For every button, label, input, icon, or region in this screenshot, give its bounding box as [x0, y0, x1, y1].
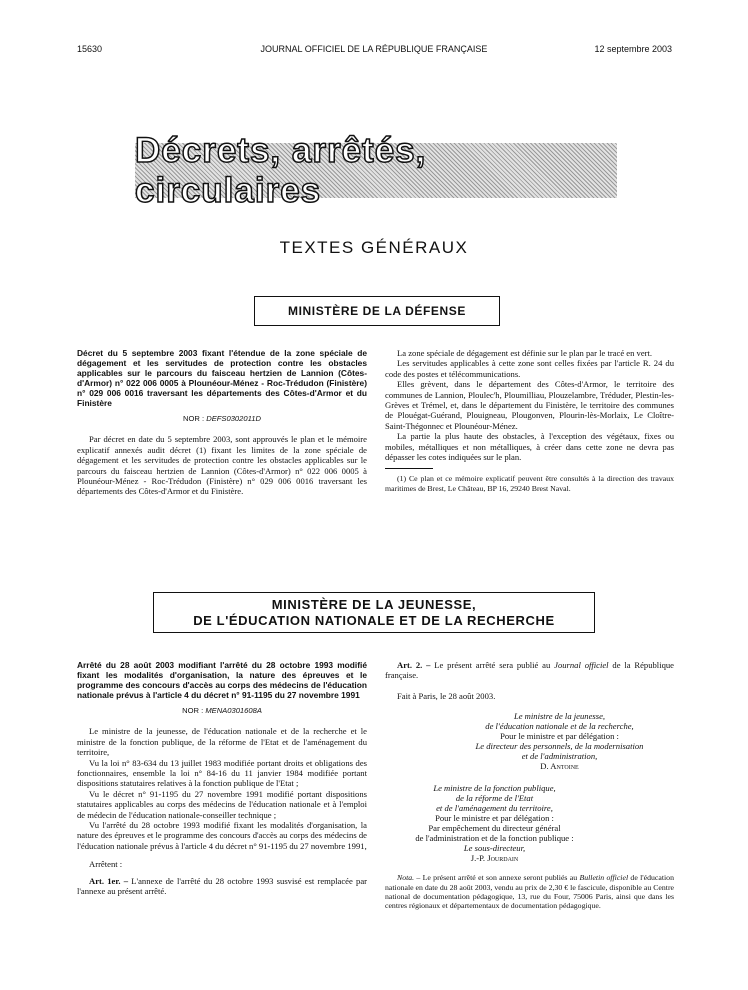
signature-block-1	[385, 711, 674, 771]
decree2-nor	[77, 706, 367, 716]
article2-italic: Journal officiel	[554, 660, 609, 670]
decree1-paragraph: Elles grèvent, dans le département des Côtes-d'Armor, le territoire des communes de Lannion, Ploulec'h, Ploumilliau, Plouzelambre, Tréduder, Plestin-les-Grèves et Trémel, et, dans le département du Finistère, le territoire des communes de Plouégat-Guérand, Plouigneau, Plougonven, Plourin-lès-Morlaix, Le Cloître-Saint-Thégonnec et Plounéour-Ménez.	[385, 379, 674, 431]
ministry-education-line1: MINISTÈRE DE LA JEUNESSE,	[271, 597, 477, 612]
article2-text: Le présent arrêté sera publié au	[430, 660, 555, 670]
sig1-line: de l'éducation nationale et de la recherche,	[485, 721, 634, 732]
note-label: Nota. –	[397, 873, 421, 883]
sig1-line: Pour le ministre et par délégation :	[500, 731, 619, 742]
section-title: TEXTES GÉNÉRAUX	[279, 238, 469, 257]
decree2-article2	[385, 660, 674, 681]
sig2-line: de l'administration et de la fonction publique :	[415, 833, 574, 844]
article1-label: Art. 1er. –	[89, 875, 129, 886]
decree2-paragraph: Vu le décret n° 91-1195 du 27 novembre 1991 modifié portant dispositions statutaires applicables au corps des médecins de l'éducation nationale et à l'emploi de médecin de l'éducation nationale-conseiller technique ;	[77, 788, 367, 820]
decree2-title: Arrêté du 28 août 2003 modifiant l'arrêté du 28 octobre 1993 modifié fixant les modalités d'organisation, la nature des épreuves et le programme des concours d'accès au corps des médecins de l'éducation nationale prévus à l'article 4 du décret n° 91-1195 du 27 novembre 1991	[77, 660, 367, 700]
decree2-paragraph: Vu la loi n° 83-634 du 13 juillet 1983 modifiée portant droits et obligations des fonctionnaires, ensemble la loi n° 84-16 du 11 janvier 1984 modifiée portant dispositions statutaires relatives à la fonction publique de l'Etat ;	[77, 757, 367, 789]
ministry-education-box	[153, 592, 595, 633]
decree2-left-column	[77, 660, 367, 897]
rubric-banner-text: Décrets, arrêtés, circulaires	[135, 130, 427, 210]
rubric-banner	[135, 130, 617, 210]
sig2-line: de la réforme de l'Etat	[455, 793, 534, 804]
sig2-line: Le sous-directeur,	[463, 843, 526, 854]
journal-title: JOURNAL OFFICIEL DE LA RÉPUBLIQUE FRANÇAISE	[260, 44, 488, 54]
decree2-paragraph: Le ministre de la jeunesse, de l'éducation nationale et de la recherche et le ministre de la fonction publique, de la réforme de l'Etat et de l'aménagement du territoire,	[77, 726, 367, 758]
footnote-divider	[385, 468, 433, 469]
sig1-line: et de l'administration,	[521, 751, 598, 762]
article1-text: L'annexe de l'arrêté du 28 octobre 1993 susvisé est remplacée par l'annexe au présent arrêté.	[77, 875, 367, 897]
ministry-defense-box: MINISTÈRE DE LA DÉFENSE	[254, 296, 500, 326]
sig2-line: Par empêchement du directeur général	[428, 823, 561, 834]
nor-label: NOR :	[183, 414, 207, 423]
decree1-paragraph: Les servitudes applicables à cette zone sont celles fixées par l'article R. 24 du code des postes et télécommunications.	[385, 358, 674, 379]
article2-label: Art. 2. –	[397, 660, 431, 670]
nor-label: NOR :	[182, 706, 206, 715]
sig2-line: Le ministre de la fonction publique,	[433, 783, 556, 794]
decree2-paragraph: Vu l'arrêté du 28 octobre 1993 modifié fixant les modalités d'organisation, la nature des épreuves et le programme des concours d'accès au corps des médecins de l'éducation nationale prévus à l'article 4 du décret n° 91-1195 du 27 novembre 1991,	[77, 820, 367, 851]
note-text-end: de l'éducation nationale en date du 28 août 2003, vendu au prix de 2,30 € le fascicule, disponible au Centre national de documentation pédagogique, 13, rue du Four, 75006 Paris, ainsi que dans les centres régionaux et départementaux de documentation pédagogique.	[385, 873, 674, 911]
decree1-left-column	[77, 348, 367, 497]
sig1-line: Le directeur des personnels, de la modernisation	[475, 741, 644, 752]
sig1-line: Le ministre de la jeunesse,	[513, 711, 606, 722]
decree2-note	[385, 873, 674, 911]
decree1-paragraph: La partie la plus haute des obstacles, à l'exception des végétaux, fixes ou mobiles, métalliques et non métalliques, à créer dans cette zone ne devra pas dépasser les cotes indiquées sur le plan.	[385, 431, 674, 463]
decree1-nor	[77, 414, 367, 424]
nor-code: MENA0301608A	[205, 706, 262, 715]
note-text: Le présent arrêté et son annexe seront publiés au	[420, 873, 580, 883]
decree1-paragraph: Par décret en date du 5 septembre 2003, sont approuvés le plan et le mémoire explicatif annexés audit décret (1) fixant les limites de la zone spéciale de dégagement et les servitudes de protection contre les obstacles applicables sur le parcours du faisceau hertzien de Lannion (Côtes-d'Armor) n° 022 006 0005 à Plounéour-Ménez - Roc-Trédudon (Finistère) n° 029 006 0016 traversant les départements des Côtes-d'Armor et du Finistère.	[77, 434, 367, 497]
nor-code: DEFS0302011D	[206, 414, 261, 423]
article2-text-end: de la République française.	[385, 660, 674, 681]
decree1-right-column	[385, 348, 674, 493]
page-number: 15630	[77, 44, 103, 54]
decree2-arretent: Arrêtent :	[89, 859, 123, 870]
decree1-footnote: (1) Ce plan et ce mémoire explicatif peuvent être consultés à la direction des travaux maritimes de Brest, Le Château, BP 16, 29240 Brest Naval.	[385, 474, 674, 493]
note-italic: Bulletin officiel	[579, 873, 629, 883]
issue-date: 12 septembre 2003	[594, 44, 672, 54]
sig2-line: et de l'aménagement du territoire,	[436, 803, 553, 814]
decree2-right-column	[385, 660, 674, 911]
sig2-line: Pour le ministre et par délégation :	[435, 813, 554, 824]
decree2-article1	[77, 876, 367, 897]
sig2-signatory: J.-P. Jourdain	[470, 853, 519, 864]
ministry-education-line2: DE L'ÉDUCATION NATIONALE ET DE LA RECHERCHE	[193, 613, 555, 628]
place-date: Fait à Paris, le 28 août 2003.	[397, 690, 496, 701]
sig1-signatory: D. Antoine	[540, 761, 579, 772]
decree1-title: Décret du 5 septembre 2003 fixant l'étendue de la zone spéciale de dégagement et les servitudes de protection contre les obstacles applicables sur le parcours du faisceau hertzien de Lannion (Côtes-d'Armor) n° 022 006 0005 à Plounéour-Ménez - Roc-Trédudon (Finistère) n° 029 006 0016 traversant les départements des Côtes-d'Armor et du Finistère	[77, 348, 367, 408]
decree1-paragraph: La zone spéciale de dégagement est définie sur le plan par le tracé en vert.	[397, 348, 653, 358]
signature-block-2	[385, 783, 674, 863]
